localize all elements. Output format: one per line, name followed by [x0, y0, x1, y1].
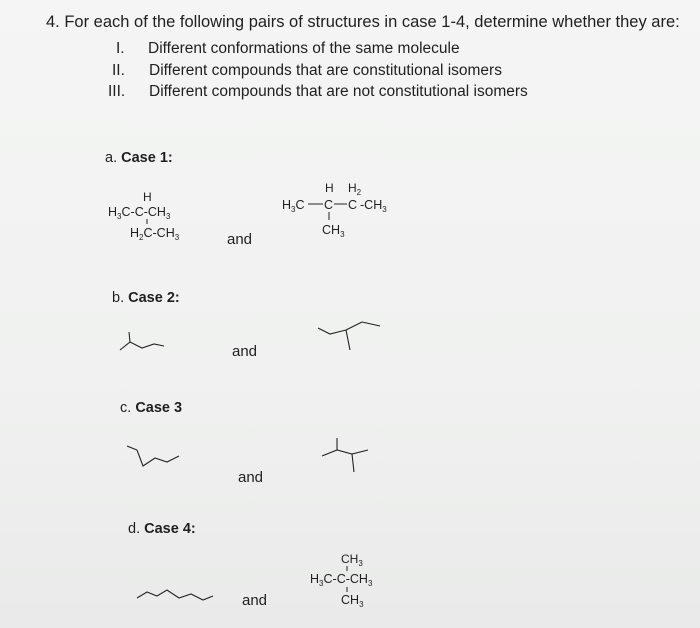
c1l-row1: $H_3C-C-CH_3$ — [108, 205, 171, 221]
case2-left-skeletal — [118, 328, 168, 354]
c1r-main-chain: $H_3C$ — [282, 198, 305, 214]
option-1-number: I. — [116, 40, 125, 57]
question-title: 4. For each of the following pairs of structures in case 1-4, determine whether they are: — [46, 13, 680, 31]
c1r-c2: C — [324, 198, 334, 212]
case3-right-skeletal — [320, 436, 372, 476]
case4-right-structure — [306, 550, 406, 614]
c1l-top-h: H — [143, 190, 152, 204]
c1r-top-h2: $H_2$ — [348, 181, 362, 197]
option-2-number: II. — [112, 62, 125, 79]
case1-left-structure — [100, 188, 210, 248]
case4-left-skeletal — [135, 584, 215, 604]
c1r-ch3-end: $-CH_3$ — [360, 198, 387, 214]
case-1-label: a. Case 1: — [105, 150, 173, 166]
c1r-top-h: H — [325, 181, 334, 195]
c1l-row2: $H_2C-CH_3$ — [130, 226, 180, 242]
c4r-top: $CH_3$ — [341, 552, 363, 568]
option-1-text: Different conformations of the same molecule — [148, 40, 460, 57]
case-4-label: d. Case 4: — [128, 521, 196, 537]
case-2-label: b. Case 2: — [112, 290, 180, 306]
case-3-label: c. Case 3 — [120, 400, 183, 416]
option-2-text: Different compounds that are constitutional isomers — [149, 62, 502, 79]
case2-right-skeletal — [316, 320, 382, 354]
case3-left-skeletal — [125, 440, 185, 470]
c4r-bottom: $CH_3$ — [341, 593, 364, 609]
c4r-main: $H_3C-C-CH_3$ — [310, 572, 373, 588]
case-2-and: and — [232, 343, 258, 360]
case1-right-structure — [278, 178, 418, 246]
case-4-and: and — [242, 592, 268, 609]
option-3-number: III. — [108, 83, 126, 100]
option-3-text: Different compounds that are not constitutional isomers — [149, 83, 528, 100]
c1r-c3: C — [348, 198, 358, 212]
case-1-and: and — [227, 231, 253, 248]
case-3-and: and — [238, 469, 264, 486]
c1r-bottom: $CH_3$ — [322, 223, 345, 239]
